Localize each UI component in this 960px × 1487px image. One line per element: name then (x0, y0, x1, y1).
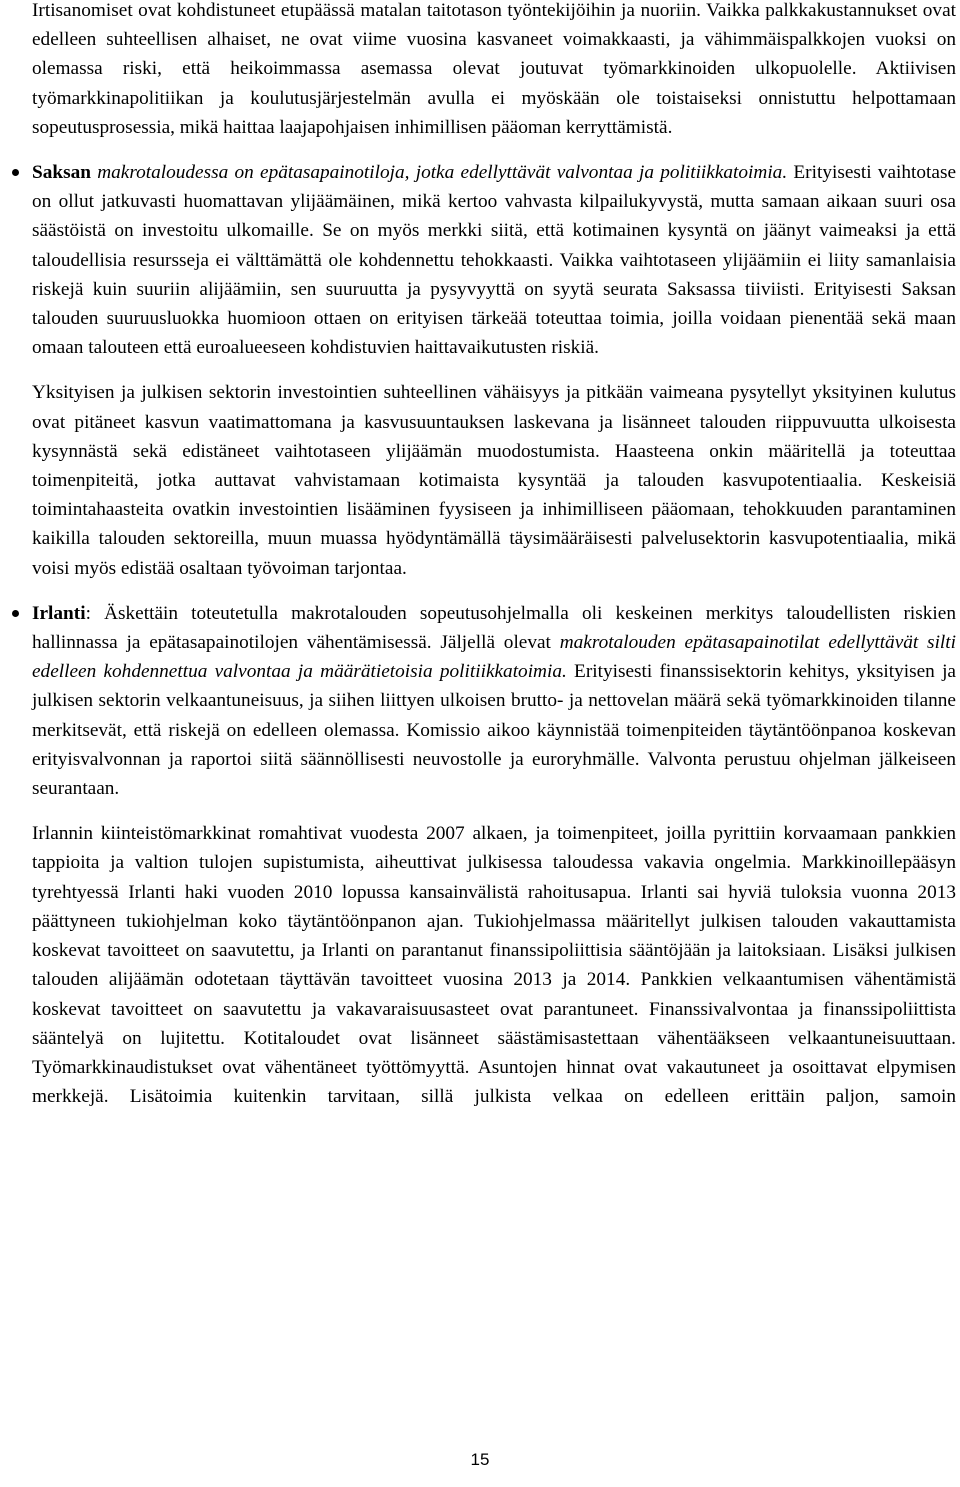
bullet-dot-icon (12, 169, 19, 176)
irlanti-intro: : Äskettäin toteutetulla makrotalouden sopeutusohjelmalla oli keskeinen merkitys taloudellisten riskien hallinnassa ja epätasapainotilojen vähentämisessä. Jäljellä olevat (32, 602, 956, 654)
paragraph-gap (32, 803, 956, 819)
paragraph-irlanti (32, 599, 956, 803)
paragraph-gap (32, 583, 956, 599)
irlanti-emphasis: makrotalouden epätasapainotilat edellyttävät silti edelleen kohdennettua valvontaa ja määrätietoisia politiikkatoimia. (32, 632, 956, 683)
saksa-body: Erityisesti vaihtotase on ollut jatkuvasti huomattavan ylijäämäinen, mikä kertoo vahvasta kilpailukyvystä, mutta samaan aikaan suuri osa säästöistä on investoitu ulkomaille. Se on myös merkki siitä, että kotimainen kysyntä on jäänyt vaimeaksi ja että taloudellisia resursseja ei välttämättä ole kohdennettu tehokkaasti. Vaikka vaihtotaseen ylijäämiin ei liity samanlaisia riskejä kuin suuriin alijäämiin, sen suuruutta ja pysyvyyttä on syytä seurata Saksassa tiiviisti. Erityisesti Saksan talouden suuruusluokka huomioon ottaen on erityisen tärkeää toteuttaa toimia, joilla voidaan pienentää sekä maan omaan talouteen että euroalueeseen kohdistuvien haittavaikutusten riskiä. (32, 162, 957, 359)
irlanti-body: Erityisesti finanssisektorin kehitys, yksityisen ja julkisen sektorin velkaantuneisuus, ja siihen liittyen ulkoisen brutto- ja nettovelan määrä sekä työmarkkinoiden tilanne merkitsevät, että riskejä on edelleen olemassa. Komissio aikoo käynnistää toimenpiteiden täytäntöönpanoa koskevan erityisvalvonnan ja raportoi siitä säännöllisesti neuvostolle ja euroryhmälle. Valvonta perustuu ohjelman jälkeiseen seurantaan. (32, 661, 956, 800)
country-label-saksa: Saksan (32, 162, 91, 184)
bullet-item-irlanti (32, 599, 956, 803)
paragraph-employment: Irtisanomiset ovat kohdistuneet etupäässä matalan taitotason työntekijöihin ja nuoriin. Vaikka palkkakustannukset ovat edelleen suhteellisen alhaiset, ne ovat viime vuosina kasvaneet voimakkaasti, ja vähimmäispalkkojen vuoksi on olemassa riski, että heikoimmassa asemassa olevat joutuvat työmarkkinoiden ulkopuolelle. Aktiivisen työmarkkinapolitiikan ja koulutusjärjestelmän avulla ei myöskään ole toistaiseksi onnistuttu helpottamaan sopeutusprosessia, mikä haittaa laajapohjaisen inhimillisen pääoman kerryttämistä. (32, 0, 956, 138)
paragraph-saksa (32, 158, 956, 362)
bullet-dot-icon (12, 610, 19, 617)
page-number: 15 (470, 1450, 490, 1469)
bullet-item-saksa (32, 158, 956, 362)
document-page (32, 0, 956, 1111)
paragraph-gap (32, 362, 956, 378)
saksa-emphasis: makrotaloudessa on epätasapainotiloja, jotka edellyttävät valvontaa ja politiikkatoimia. (90, 162, 788, 184)
country-label-irlanti: Irlanti (32, 602, 86, 624)
paragraph-investments: Yksityisen ja julkisen sektorin investointien suhteellinen vähäisyys ja pitkään vaimeana pysytellyt yksityinen kulutus ovat pitäneet kasvun vaatimattomana ja kasvusuuntauksen laskevana ja lisänneet talouden riippuvuutta ulkoisesta kysynnästä sekä edistäneet vaihtotaseen ylijäämän muodostumista. Haasteena onkin määritellä ja toteuttaa toimenpiteitä, jotka auttavat vahvistamaan kotimaista kysyntää ja talouden kasvupotentiaalia. Keskeisiä toimintahaasteita ovatkin investointien lisääminen fyysiseen ja inhimilliseen pääomaan, tehokkuuden parantaminen kaikilla talouden sektoreilla, muun muassa hyödyntämällä täysimääräisesti palvelusektorin kasvupotentiaalia, mikä voisi myös edistää osaltaan työvoiman tarjontaa. (32, 382, 956, 579)
paragraph-gap (32, 142, 956, 158)
paragraph-real-estate: Irlannin kiinteistömarkkinat romahtivat vuodesta 2007 alkaen, ja toimenpiteet, joilla pyrittiin korvaamaan pankkien tappioita ja valtion tulojen supistumista, aiheuttivat julkisessa taloudessa vakavia ongelmia. Markkinoillepääsyn tyrehtyessä Irlanti haki vuoden 2010 lopussa kansainvälistä rahoitusapua. Irlanti sai hyviä tuloksia vuonna 2013 päättyneen tukiohjelman koko täytäntöönpanon ajan. Tukiohjelmassa määritellyt julkisen talouden vakauttamista koskevat tavoitteet on saavutettu, ja Irlanti on parantanut finanssipoliittisia sääntöjään ja laitoksiaan. Lisäksi julkisen talouden alijäämän odotetaan täyttävän tavoitteet vuosina 2013 ja 2014. Pankkien velkaantumisen vähentämistä koskevat tavoitteet on saavutettu ja vakavaraisuusasteet ovat parantuneet. Finanssivalvontaa ja finanssipoliittista sääntelyä on lujitettu. Kotitaloudet ovat lisänneet säästämisastettaan vähentääkseen velkaantuneisuuttaan. Työmarkkinaudistukset ovat vähentäneet työttömyyttä. Asuntojen hinnat ovat vakautuneet ja osoittavat elpymisen merkkejä. Lisätoimia kuitenkin tarvitaan, sillä julkista velkaa on edelleen erittäin paljon, samoin (32, 823, 956, 1108)
